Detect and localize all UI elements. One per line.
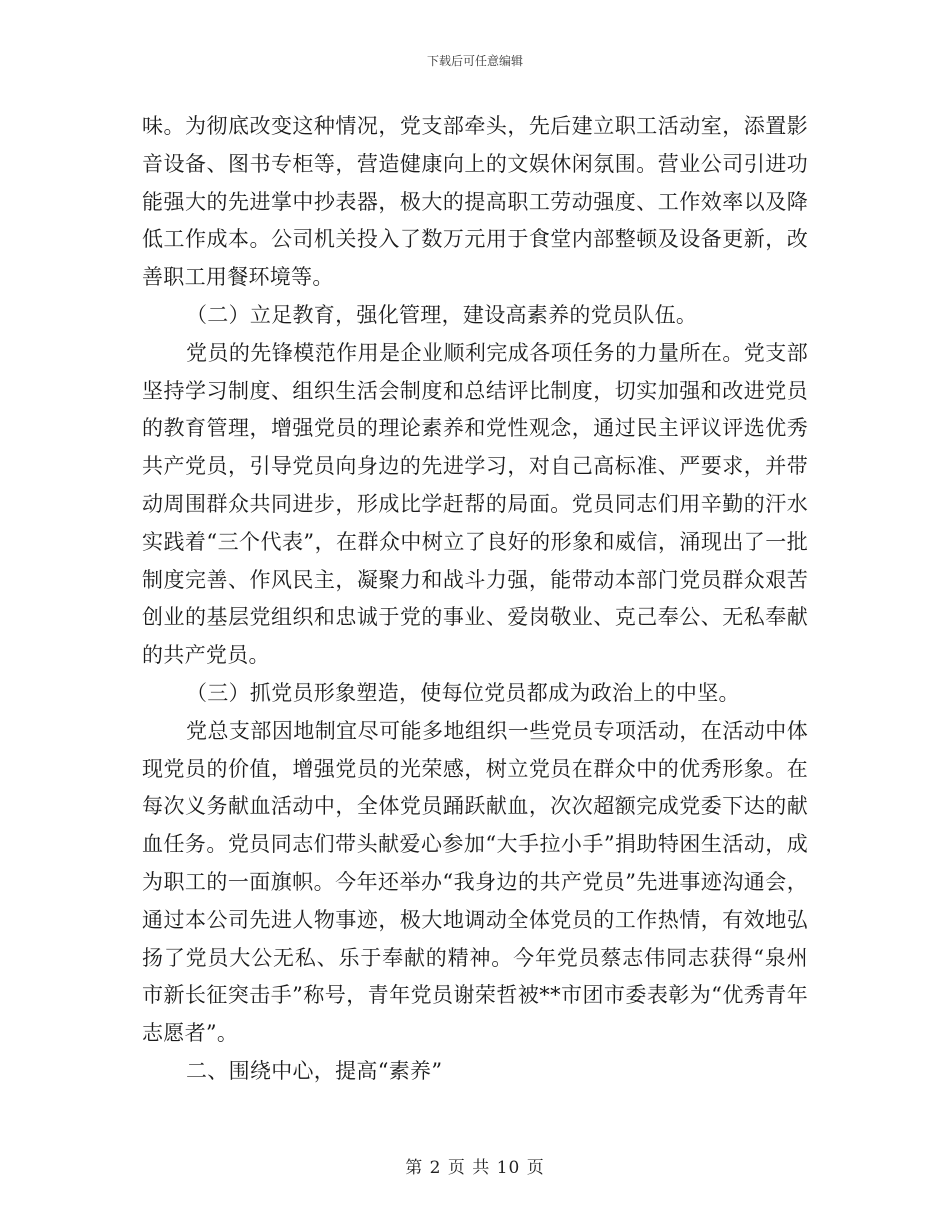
page-number: 第 2 页 共 10 页: [405, 1158, 545, 1178]
section-heading-2: （二）立足教育，强化管理，建设高素养的党员队伍。: [186, 302, 698, 327]
document-body: [142, 108, 808, 1091]
chapter-heading-2: 二、围绕中心，提高“素养”: [186, 1058, 443, 1083]
page-header: 下载后可任意编辑: [426, 54, 523, 68]
paragraph-5: 党总支部因地制宜尽可能多地组织一些党员专项活动，在活动中体现党员的价值，增强党员的光荣感，树立党员在群众中的优秀形象。在每次义务献血活动中，全体党员踊跃献血，次次超额完成党委下达的献血任务。党员同志们带头献爱心参加“大手拉小手”捐助特困生活动，成为职工的一面旗帜。今年还举办“我身边的共产党员”先进事迹沟通会，通过本公司先进人物事迹，极大地调动全体党员的工作热情，有效地弘扬了党员大公无私、乐于奉献的精神。今年党员蔡志伟同志获得“泉州市新长征突击手”称号，青年党员谢荣哲被**市团市委表彰为“优秀青年志愿者”。: [142, 718, 808, 1046]
paragraph-3: 党员的先锋模范作用是企业顺利完成各项任务的力量所在。党支部坚持学习制度、组织生活会制度和总结评比制度，切实加强和改进党员的教育管理，增强党员的理论素养和党性观念，通过民主评议评选优秀共产党员，引导党员向身边的先进学习，对自己高标准、严要求，并带动周围群众共同进步，形成比学赶帮的局面。党员同志们用辛勤的汗水实践着“三个代表”，在群众中树立了良好的形象和威信，涌现出了一批制度完善、作风民主，凝聚力和战斗力强，能带动本部门党员群众艰苦创业的基层党组织和忠诚于党的事业、爱岗敬业、克己奉公、无私奉献的共产党员。: [142, 340, 808, 668]
paragraph-1: 味。为彻底改变这种情况，党支部牵头，先后建立职工活动室，添置影音设备、图书专柜等，营造健康向上的文娱休闲氛围。营业公司引进功能强大的先进掌中抄表器，极大的提高职工劳动强度、工作效率以及降低工作成本。公司机关投入了数万元用于食堂内部整顿及设备更新，改善职工用餐环境等。: [142, 114, 808, 290]
section-heading-3: （三）抓党员形象塑造，使每位党员都成为政治上的中坚。: [186, 680, 740, 705]
